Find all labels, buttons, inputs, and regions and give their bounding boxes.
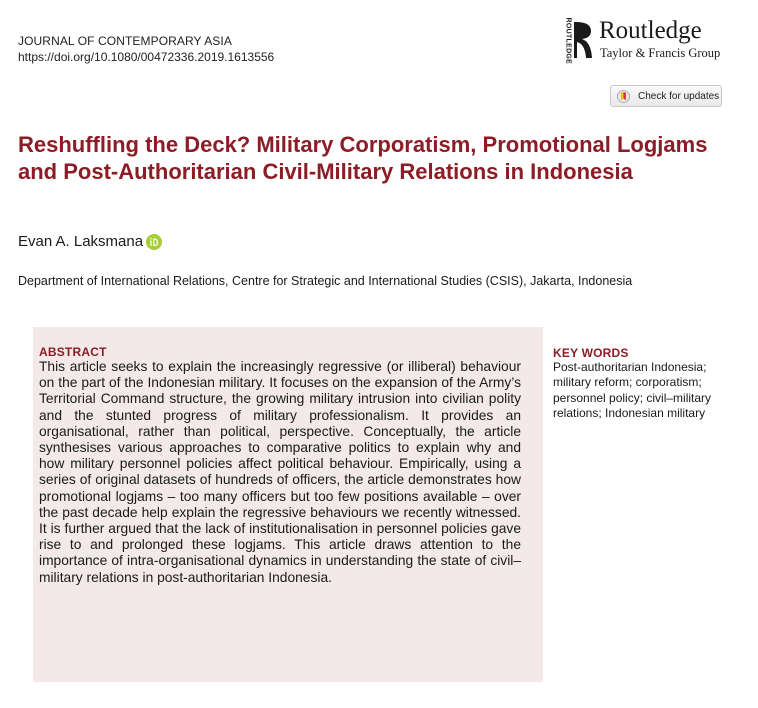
keywords-panel	[553, 346, 733, 421]
journal-name: JOURNAL OF CONTEMPORARY ASIA	[18, 34, 232, 48]
publisher-group: Taylor & Francis Group	[600, 46, 721, 60]
author-name[interactable]: Evan A. Laksmana	[18, 233, 144, 250]
keywords-heading: KEY WORDS	[553, 346, 629, 360]
check-for-updates-label: Check for updates	[638, 90, 720, 102]
publisher-vertical-wordmark: ROUTLEDGE	[564, 17, 572, 65]
abstract-text: This article seeks to explain the increasingly regressive (or illiberal) behaviour on the part of the Indonesian military. It focuses on the expansion of the Army’s Territorial Command structure, the growing military intrusion into civilian polity and the stunted progress of military professionalism. It provides an organisational, rather than political, perspective. Conceptually, the article synthesises various approaches to comparative politics to explain why and how military personnel policies affect political behaviour. Empirically, using a series of original datasets of hundreds of officers, the article demonstrates how promotional logjams – too many officers but too few positions available – over the past decade help explain the regressive behaviours we recently witnessed. It is further argued that the lack of institutionalisation in personnel policies gave rise to and prolonged these logjams. This article draws attention to the importance of intra-organisational dynamics in understanding the state of civil–military relations in post-authoritarian Indonesia.	[39, 359, 521, 585]
article-title: Reshuffling the Deck? Military Corporatism, Promotional Logjams and Post-Authoritarian Civil-Military Relations in Indonesia	[18, 132, 708, 184]
author-line	[18, 233, 162, 250]
keywords-text: Post-authoritarian Indonesia; military reform; corporatism; personnel policy; civil–military relations; Indonesian military	[553, 360, 712, 420]
routledge-icon	[573, 20, 595, 60]
check-for-updates-button[interactable]	[610, 85, 722, 107]
publisher-name: Routledge	[599, 17, 702, 44]
abstract-panel	[33, 327, 543, 682]
publisher-logo	[562, 14, 742, 64]
doi-link[interactable]: https://doi.org/10.1080/00472336.2019.1613556	[18, 50, 275, 64]
author-affiliation: Department of International Relations, Centre for Strategic and International Studies (CSIS), Jakarta, Indonesia	[18, 274, 633, 288]
abstract-heading: ABSTRACT	[39, 345, 107, 359]
orcid-icon[interactable]	[146, 234, 162, 250]
bookmark-badge-icon	[617, 90, 630, 103]
journal-header	[18, 33, 274, 65]
